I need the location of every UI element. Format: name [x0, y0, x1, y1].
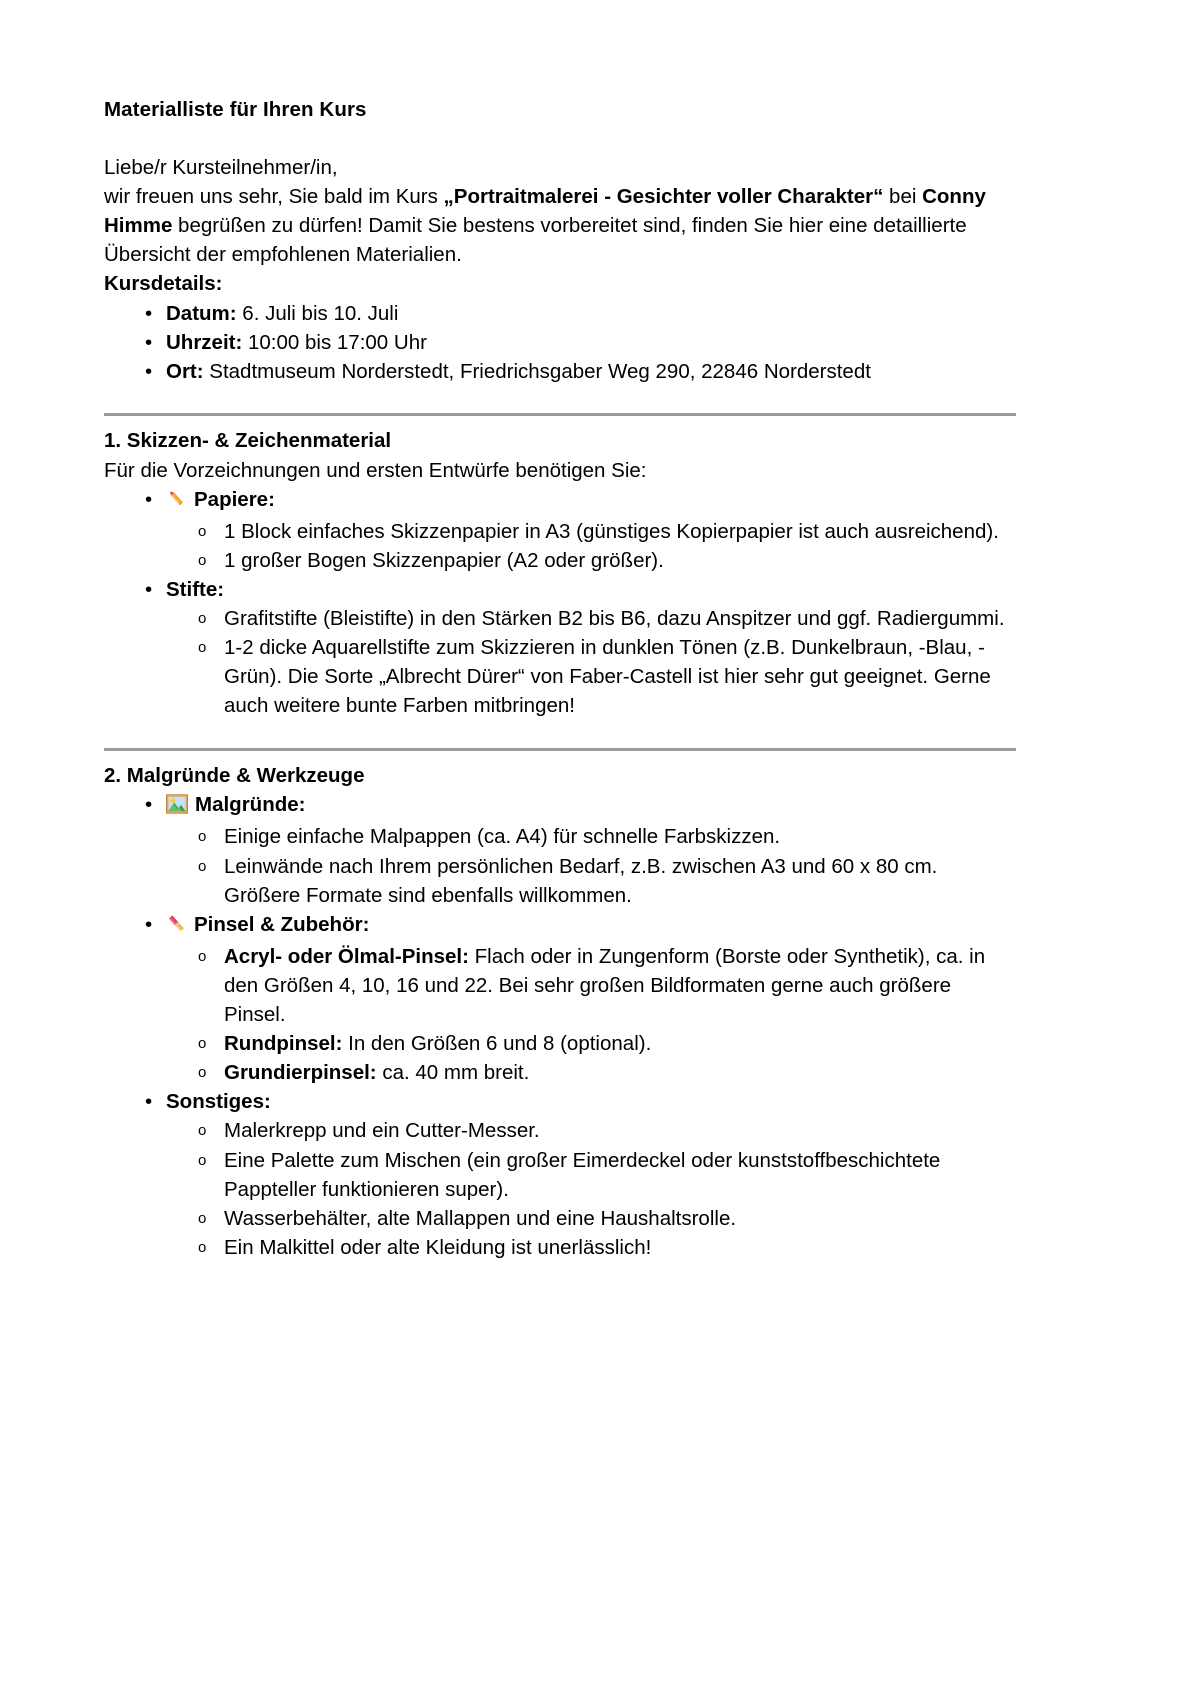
- sub-item-text: 1 Block einfaches Skizzenpapier in A3 (günstiges Kopierpapier ist auch ausreichend).: [224, 519, 999, 543]
- bullet-icon: o: [198, 1151, 207, 1169]
- bullet-icon: o: [198, 551, 207, 569]
- page-title: Materialliste für Ihren Kurs: [104, 98, 367, 121]
- sub-list: [166, 517, 1016, 575]
- document-body: [104, 96, 1016, 1262]
- sub-item-text: Einige einfache Malpappen (ca. A4) für schnelle Farbskizzen.: [224, 825, 781, 849]
- group-label: Papiere:: [194, 487, 275, 511]
- bullet-icon: •: [145, 487, 153, 511]
- course-details-heading: Kursdetails:: [104, 272, 223, 296]
- sub-item-text: 1 großer Bogen Skizzenpapier (A2 oder größer).: [224, 548, 664, 572]
- list-item: [166, 942, 1016, 1029]
- group-label: Sonstiges:: [166, 1090, 271, 1114]
- bullet-icon: •: [145, 1090, 153, 1114]
- list-item-sonstiges: [104, 1087, 1016, 1262]
- detail-label: Datum:: [166, 301, 237, 325]
- bullet-icon: •: [145, 578, 153, 602]
- bullet-icon: o: [198, 1209, 207, 1227]
- intro-line-pre: wir freuen uns sehr, Sie bald im Kurs: [104, 185, 444, 209]
- bullet-icon: •: [145, 330, 153, 354]
- list-item: [166, 546, 1016, 575]
- detail-value: 10:00 bis 17:00 Uhr: [242, 330, 427, 354]
- bullet-icon: o: [198, 1035, 207, 1053]
- section-divider: [104, 413, 1016, 416]
- section-2-list: [104, 790, 1016, 1262]
- detail-value: 6. Juli bis 10. Juli: [236, 301, 399, 325]
- intro-line-rest: begrüßen zu dürfen! Damit Sie bestens vorbereitet sind, finden Sie hier eine detaillierte Übersicht der empfohlenen Materialien.: [104, 214, 967, 267]
- bullet-icon: o: [198, 947, 207, 965]
- sub-item-label: Rundpinsel:: [224, 1032, 343, 1056]
- section-lead: Für die Vorzeichnungen und ersten Entwürfe benötigen Sie:: [104, 458, 647, 482]
- bullet-icon: o: [198, 857, 207, 875]
- sub-item-text: 1-2 dicke Aquarellstifte zum Skizzieren in dunklen Tönen (z.B. Dunkelbraun, -Blau, -Grün). Die Sorte „Albrecht Dürer“ von Faber-Castell ist hier sehr gut geeignet. Gerne auch weitere bunte Farben mitbringen!: [224, 636, 991, 718]
- bullet-icon: •: [145, 912, 153, 936]
- list-item: [166, 852, 1016, 910]
- list-item: [166, 1116, 1016, 1145]
- list-item-stifte: [104, 575, 1016, 721]
- bullet-icon: o: [198, 1122, 207, 1140]
- section-heading: 2. Malgründe & Werkzeuge: [104, 763, 365, 787]
- sub-list: [166, 604, 1016, 720]
- list-item: [166, 604, 1016, 633]
- list-item: [104, 299, 1016, 328]
- sub-item-text: ca. 40 mm breit.: [376, 1061, 530, 1085]
- sub-item-text: Ein Malkittel oder alte Kleidung ist unerlässlich!: [224, 1235, 652, 1259]
- intro-paragraph: [104, 153, 1016, 269]
- list-item: [104, 328, 1016, 357]
- sub-item-text: Malerkrepp und ein Cutter-Messer.: [224, 1119, 540, 1143]
- list-item: [166, 822, 1016, 851]
- list-item-pinsel: [104, 910, 1016, 1088]
- course-name: „Portraitmalerei - Gesichter voller Charakter“: [443, 185, 884, 209]
- detail-value: Stadtmuseum Norderstedt, Friedrichsgaber Weg 290, 22846 Norderstedt: [203, 359, 871, 383]
- intro-line-post: bei: [883, 185, 923, 209]
- sub-item-text: In den Größen 6 und 8 (optional).: [342, 1032, 652, 1056]
- section-1-list: [104, 485, 1016, 721]
- bullet-icon: •: [145, 793, 153, 817]
- section-heading: 1. Skizzen- & Zeichenmaterial: [104, 428, 392, 452]
- group-label: Malgründe:: [195, 793, 306, 817]
- sub-item-label: Acryl- oder Ölmal-Pinsel:: [224, 944, 469, 968]
- bullet-icon: •: [145, 359, 153, 383]
- list-item: [166, 1146, 1016, 1204]
- list-item-papiere: [104, 485, 1016, 575]
- list-item: [166, 633, 1016, 720]
- list-item: [166, 1233, 1016, 1262]
- sub-list: [166, 822, 1016, 909]
- pencil-icon: [166, 488, 187, 517]
- bullet-icon: o: [198, 522, 207, 540]
- detail-label: Uhrzeit:: [166, 330, 243, 354]
- bullet-icon: o: [198, 639, 207, 657]
- sub-item-label: Grundierpinsel:: [224, 1061, 377, 1085]
- list-item: [166, 1204, 1016, 1233]
- course-details-list: [104, 299, 1016, 386]
- bullet-icon: o: [198, 610, 207, 628]
- bullet-icon: o: [198, 828, 207, 846]
- sub-item-text: Grafitstifte (Bleistifte) in den Stärken B2 bis B6, dazu Anspitzer und ggf. Radiergummi.: [224, 607, 1005, 631]
- salutation-line: Liebe/r Kursteilnehmer/in,: [104, 156, 338, 180]
- list-item: [104, 357, 1016, 386]
- bullet-icon: o: [198, 1238, 207, 1256]
- sub-list: [166, 1116, 1016, 1262]
- list-item: [166, 517, 1016, 546]
- sub-item-text: Leinwände nach Ihrem persönlichen Bedarf, z.B. zwischen A3 und 60 x 80 cm. Größere Formate sind ebenfalls willkommen.: [224, 854, 938, 907]
- bullet-icon: o: [198, 1064, 207, 1082]
- group-label: Pinsel & Zubehör:: [194, 912, 370, 936]
- sub-item-text: Eine Palette zum Mischen (ein großer Eimerdeckel oder kunststoffbeschichtete Pappteller funktionieren super).: [224, 1148, 941, 1201]
- list-item-malgruende: [104, 790, 1016, 909]
- detail-label: Ort:: [166, 359, 204, 383]
- paintbrush-icon: [166, 913, 187, 942]
- framed-picture-icon: [166, 793, 188, 822]
- sub-item-text: Flach oder in Zungenform (Borste oder Synthetik), ca. in den Größen 4, 10, 16 und 22. Bei sehr großen Bildformaten gerne auch größere Pinsel.: [224, 944, 986, 1027]
- list-item: [166, 1058, 1016, 1087]
- sub-list: [166, 942, 1016, 1088]
- group-label: Stifte:: [166, 578, 225, 602]
- list-item: [166, 1029, 1016, 1058]
- teacher-name: Conny Himme: [104, 185, 986, 238]
- bullet-icon: •: [145, 301, 153, 325]
- sub-item-text: Wasserbehälter, alte Mallappen und eine Haushaltsrolle.: [224, 1206, 737, 1230]
- section-divider: [104, 748, 1016, 751]
